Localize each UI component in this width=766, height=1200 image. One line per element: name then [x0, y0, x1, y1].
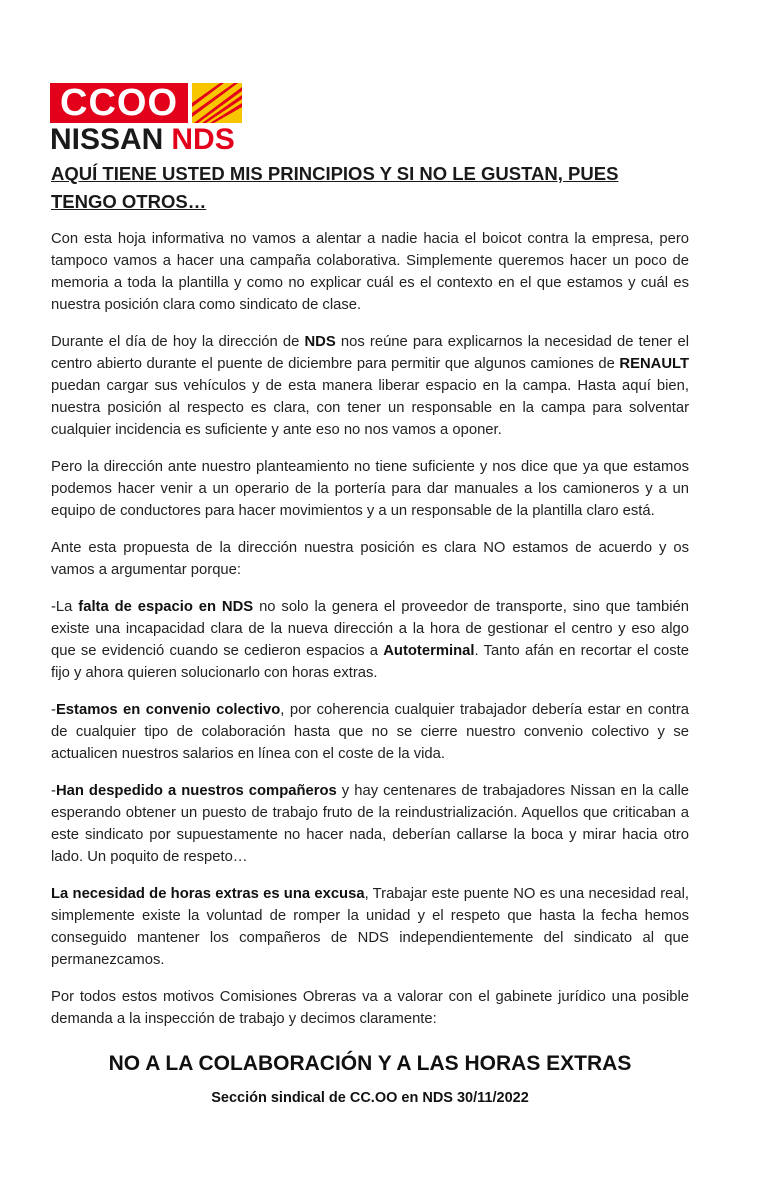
nissan-logo-text: NISSAN [50, 123, 164, 156]
ccoo-logo-text: CCOO [50, 83, 188, 123]
paragraph-position: Ante esta propuesta de la dirección nuestra posición es clara NO estamos de acuerdo y os vamos a argumentar porque: [51, 540, 689, 578]
renault-emphasis: RENAULT [619, 356, 689, 372]
argument-dismissals-heading: Han despedido a nuestros compañeros [55, 783, 337, 799]
signature-line: Sección sindical de CC.OO en NDS 30/11/2022 [211, 1090, 529, 1106]
autoterminal-emphasis: Autoterminal [383, 643, 475, 659]
paragraph-intro: Con esta hoja informativa no vamos a alentar a nadie hacia el boicot contra la empresa, pero tampoco vamos a hacer una campaña colaborativa. Simplemente queremos hacer un poco de memoria a toda la plantilla y como no explicar cuál es el contexto en el que estamos y cuál es nuestra posición clara como sindicato de clase. [51, 231, 689, 313]
argument-agreement: -Estamos en convenio colectivo, por coherencia cualquier trabajador debería estar en contra de cualquier tipo de colaboración hasta que no se cierre nuestro convenio colectivo y se actualicen nuestros salarios en línea con el coste de la vida. [51, 702, 689, 762]
argument-overtime-heading: La necesidad de horas extras es una excusa [51, 886, 365, 902]
ccoo-nissan-nds-logo [50, 82, 245, 154]
paragraph-conclusion: Por todos estos motivos Comisiones Obreras va a valorar con el gabinete jurídico una posible demanda a la inspección de trabajo y decimos claramente: [51, 989, 689, 1027]
paragraph-proposal: Pero la dirección ante nuestro planteamiento no tiene suficiente y nos dice que ya que estamos podemos hacer venir a un operario de la portería para dar manuales a los camioneros y a un equipo de conductores para hacer movimientos y a un responsable de la plantilla claro está. [51, 459, 689, 519]
document-title: AQUÍ TIENE USTED MIS PRINCIPIOS Y SI NO LE GUSTAN, PUES TENGO OTROS… [51, 163, 619, 212]
argument-space-heading: falta de espacio en NDS [78, 599, 254, 615]
argument-space: -La falta de espacio en NDS no solo la genera el proveedor de transporte, sino que también existe una incapacidad clara de la nueva dirección a la hora de gestionar el centro y eso algo que se evidenció cuando se cedieron espacios a Autoterminal. Tanto afán en recortar el coste fijo y ahora quieren solucionarlo con horas extras. [51, 599, 690, 681]
document-body [51, 160, 689, 1106]
argument-agreement-heading: Estamos en convenio colectivo [55, 702, 281, 718]
closing-slogan: NO A LA COLABORACIÓN Y A LAS HORAS EXTRAS [108, 1052, 632, 1075]
nds-emphasis: NDS [304, 334, 336, 350]
senyera-flag-icon [192, 83, 242, 123]
argument-overtime: La necesidad de horas extras es una excusa, Trabajar este puente NO es una necesidad real, simplemente existe la voluntad de romper la unidad y el respeto que hasta la fecha hemos conseguido mantener los compañeros de NDS independientemente del sindicato al que permanezcamos. [51, 886, 689, 968]
nds-logo-text: NDS [171, 123, 235, 156]
paragraph-meeting: Durante el día de hoy la dirección de NDS nos reúne para explicarnos la necesidad de tener el centro abierto durante el puente de diciembre para permitir que algunos camiones de RENAULT puedan cargar sus vehículos y de esta manera liberar espacio en la campa. Hasta aquí bien, nuestra posición al respecto es clara, con tener un responsable en la campa para solventar cualquier incidencia es suficiente y ante eso no nos vamos a oponer. [51, 334, 690, 438]
argument-dismissals: -Han despedido a nuestros compañeros y hay centenares de trabajadores Nissan en la calle esperando obtener un puesto de trabajo fruto de la reindustrialización. Aquellos que criticaban a este sindicato por supuestamente no hacer nada, deberían callarse la boca y mirar hacia otro lado. Un poquito de respeto… [51, 783, 689, 865]
